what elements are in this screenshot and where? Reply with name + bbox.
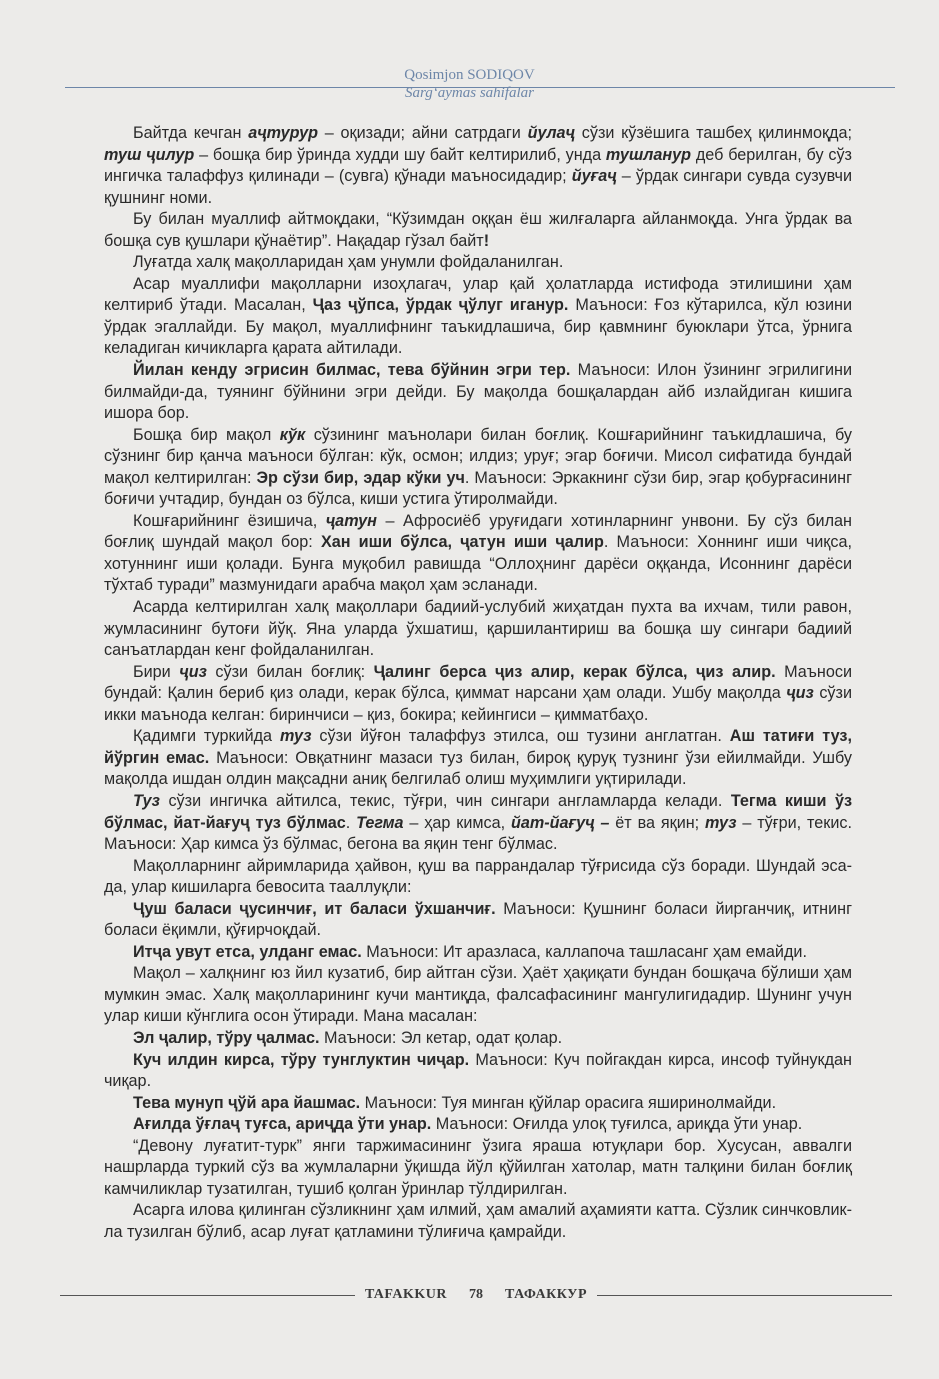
header-divider	[65, 87, 895, 88]
text-run: Байтда кечган	[133, 124, 249, 142]
paragraph	[104, 726, 852, 791]
text-run: Кошғарийнинг ёзишича,	[133, 511, 326, 530]
emphasized-term: Итҷа увут етса, улданг емас.	[133, 942, 362, 961]
text-run: . Маъноси: Хоннинг иши чиқса, хотуннинг иши қолади. Бунга муқобил равишда “Оллоҳнинг дарёси оққанда, Исоннинг дарёси тўхтаб туради” мазмунидаги арабча мақол ҳам эсланади.	[104, 533, 852, 595]
text-run: Бошқа бир мақол	[133, 425, 280, 444]
text-run: “Девону луғатит-турк” янги таржимасининг ўзига яраша ютуқлари бор. Хусусан, аввалги нашрларда туркий сўз ва жумлаларни ўқишда йўл қўйилган хатолар, матн талқини билан боғлиқ камчиликлар тузатилган, тушиб қолган ўринлар тўлдирилган.	[104, 1136, 852, 1198]
page-footer	[60, 1284, 892, 1306]
emphasized-term: ҷиз	[786, 684, 814, 703]
paragraph	[104, 942, 852, 964]
text-run: ёт ва яқин;	[609, 813, 706, 832]
paragraph	[104, 511, 852, 597]
emphasized-term: Аш татиғи туз, йўргин емас.	[104, 727, 852, 767]
text-run: Маъноси бундай: Қалин бериб қиз олади, керак бўлса, қиммат нарсани ҳам олади. Ушбу мақолда	[104, 662, 852, 703]
text-run: – ўрдак сингари сувда сузувчи қушнинг номи.	[104, 167, 852, 207]
text-run: сўзининг маънолари билан боғлиқ. Кошғарийнинг таъкидлашича, бу сўзнинг бир қанча маъноси бўлган: кўк, осмон; илдиз; уруғ; эгар боғичи. Мисол сифатида бундай мақол келтирилган:	[104, 425, 852, 487]
text-run: сўзи йўғон талаффуз этилса, ош тузини англатган.	[311, 727, 730, 746]
text-run: Луғатда халқ мақолларидан ҳам унумли фойдаланилган.	[133, 253, 564, 272]
text-run: Қадимги туркийда	[133, 727, 280, 746]
paragraph	[104, 899, 852, 942]
running-header	[0, 66, 939, 102]
emphasized-term: Тева мунуп ҷўй ара йашмас.	[133, 1093, 361, 1112]
text-run: Маъноси: Овқатнинг мазаси туз билан, бироқ қуруқ тузнинг ўзи ейилмайди. Ушбу мақолда ишдан олдин мақсадни аниқ белгилаб олиш муҳимлиги уқтирилади.	[104, 748, 852, 789]
emphasized-term: Тегма киши ўз бўлмас, йат-йағуҷ туз бўлмас	[104, 791, 852, 832]
text-run: – бошқа бир ўринда худди шу байт келтирилиб, унда	[194, 145, 606, 164]
emphasized-term: Йилан кенду эгрисин билмас, тева бўйнин эгри тер.	[133, 361, 571, 380]
article-body	[104, 123, 852, 1243]
text-run: деб берилган, бу сўз ингичка талаффуз қилинади – (сувга) қўнади маъносидадир;	[104, 145, 852, 186]
text-run: – ҳар кимса,	[403, 813, 511, 832]
emphasized-term: Ҷуш баласи ҷусинчиғ, ит баласи ўхшанчиғ.	[133, 899, 496, 918]
footer-label-cyrillic: ТАФАККУР	[505, 1287, 588, 1302]
paragraph	[104, 360, 852, 425]
paragraph	[104, 1028, 852, 1050]
paragraph	[104, 425, 852, 511]
text-run: Асар муаллифи мақолларни изоҳлагач, улар қай ҳолатларда истифода этилишини ҳам келтириб ўтади. Масалан,	[104, 274, 852, 315]
text-run: Маъноси: Қушнинг боласи йирганчиқ, итнинг боласи ёқимли, қўғирчоқдай.	[104, 899, 852, 940]
emphasized-term: йуғаҷ	[571, 167, 617, 186]
emphasized-term: Туз	[133, 791, 160, 810]
text-run: Маъноси: Ит аразласа, каллапоча ташласанг ҳам емайди.	[361, 942, 807, 961]
paragraph	[104, 597, 852, 662]
text-run: Бири	[133, 662, 180, 681]
paragraph	[104, 662, 852, 727]
text-run: Мақолларнинг айримларида ҳайвон, қуш ва паррандалар тўғрисида сўз боради. Шундай эса-да, улар кишиларга бевосита тааллуқли:	[104, 856, 852, 897]
paragraph	[104, 963, 852, 1028]
emphasized-term: Хан иши бўлса, ҷатун иши ҷалир	[320, 533, 604, 552]
emphasized-term: Ағилда ўғлаҷ туғса, ариҷда ўти унар.	[133, 1115, 432, 1134]
text-run: сўзи билан боғлиқ:	[206, 662, 374, 681]
emphasized-term: аҷтурур	[248, 124, 318, 142]
text-run: Бу билан муаллиф айтмоқдаки, “Кўзимдан оққан ёш жилғаларга айланмоқда. Унга ўрдак ва бошқа сув қушлари қўнаётир”. Нақадар гўзал байт	[104, 210, 852, 250]
emphasized-term: Тегма	[356, 813, 404, 832]
emphasized-term: тушланур	[605, 145, 692, 164]
footer-rule-right	[597, 1295, 892, 1296]
emphasized-term: Куч илдин кирса, тўру тунглуктин чиҷар.	[133, 1050, 470, 1069]
text-run: Асарда келтирилган халқ мақоллари бадиий-услубий жиҳатдан пухта ва ихчам, тили равон, жумласининг бутоғи йўқ. Яна уларда ўхшатиш, қаршилантириш ва бошқа шу сингари бадиий санъатлардан кенг фойдаланилган.	[104, 598, 852, 660]
paragraph	[104, 1200, 852, 1243]
emphasized-term: туз	[280, 727, 312, 746]
emphasized-term: Ҷаз ҷўпса, ўрдак ҷўлуг иганур.	[312, 296, 569, 315]
footer-label-latin: TAFAKKUR	[364, 1287, 448, 1302]
paragraph	[104, 1114, 852, 1136]
emphasized-term: Эр сўзи бир, эдар кўки уч	[256, 468, 465, 487]
text-run: Маъноси: Оғилда улоқ туғилса, ариқда ўти унар.	[431, 1115, 803, 1134]
emphasized-term: ҷиз	[179, 662, 207, 681]
footer-rule-left	[60, 1295, 355, 1296]
text-run: – Афросиёб уруғидаги хотинларнинг унвони. Бу сўз билан боғлиқ шундай мақол бор:	[104, 511, 852, 552]
emphasized-term: ҷатун	[325, 511, 377, 530]
paragraph	[104, 209, 852, 252]
emphasized-term: йулаҷ	[527, 124, 575, 142]
text-run: .	[345, 813, 357, 832]
emphasized-term: Эл ҷалир, тўру ҷалмас.	[133, 1028, 320, 1047]
header-author: Qosimjon SODIQOV	[404, 67, 535, 83]
text-run: – оқизади; айни сатрдаги	[317, 124, 528, 142]
text-run: – тўғри, текис. Маъноси: Ҳар кимса ўз бўлмас, бегона ва яқин тенг бўлмас.	[104, 813, 852, 854]
paragraph	[104, 252, 852, 274]
emphasized-term: йат-йағуҷ –	[510, 813, 610, 832]
text-run: сўзи икки маънода келган: биринчиси – қиз, бокира; кейингиси – қимматбаҳо.	[104, 684, 852, 724]
text-run: Маъноси: Ғоз кўтарилса, кўл юзини ўрдак эгаллайди. Бу мақол, муаллифнинг таъкидлашича, бир қавмнинг буюклари ўтса, ўрнига келадиган кичикларга қарата айтилади.	[104, 296, 852, 358]
paragraph	[104, 856, 852, 899]
paragraph	[104, 1050, 852, 1093]
paragraph	[104, 1136, 852, 1201]
paragraph	[104, 274, 852, 360]
emphasized-term: кўк	[279, 425, 306, 444]
text-run: Маъноси: Куч пойгакдан кирса, инсоф туйнукдан чиқар.	[104, 1050, 853, 1091]
text-run: Маъноси: Туя минган қўйлар орасига яширинолмайди.	[360, 1093, 777, 1112]
page-number: 78	[469, 1287, 484, 1302]
text-run: Асарга илова қилинган сўзликнинг ҳам илмий, ҳам амалий аҳамияти катта. Сўзлик синчковлик-ла тузилган бўлиб, асар луғат қатламини тўлиғича қамрайди.	[104, 1201, 852, 1241]
text-run: сўзи кўзёшига ташбеҳ қилинмоқда;	[574, 124, 853, 142]
text-run: сўзи ингичка айтилса, текис, тўғри, чин сингари англамларда келади.	[159, 791, 731, 810]
paragraph	[104, 791, 852, 856]
header-subtitle: Sarg‘aymas sahifalar	[404, 85, 535, 101]
emphasized-term: Ҷалинг берса ҷиз алир, керак бўлса, ҷиз алир.	[373, 662, 776, 681]
paragraph	[104, 1093, 852, 1115]
text-run: Мақол – халқнинг юз йил кузатиб, бир айтган сўзи. Ҳаёт ҳақиқати бундан бошқача бўлиши ҳам мумкин эмас. Халқ мақолларининг кучи мантиқда, фалсафасининг мангулигидадир. Шунинг учун улар киши кўнглига осон ўтиради. Мана масалан:	[104, 964, 852, 1026]
text-run: Маъноси: Илон ўзининг эгрилигини билмайди-да, туянинг бўйнини эгри дейди. Бу мақолда бошқалардан айб излайдиган кишига ишора бор.	[104, 361, 852, 423]
text-run: Маъноси: Эл кетар, одат қолар.	[319, 1028, 563, 1047]
text-run: . Маъноси: Эркакнинг сўзи бир, эгар қобурғасининг боғичи учтадир, бундан оз бўлса, киши устига ўтиролмайди.	[104, 468, 852, 509]
emphasized-term: туш ҷилур	[104, 145, 195, 164]
emphasized-term: !	[483, 231, 490, 250]
paragraph	[104, 123, 852, 209]
emphasized-term: туз	[705, 813, 737, 832]
